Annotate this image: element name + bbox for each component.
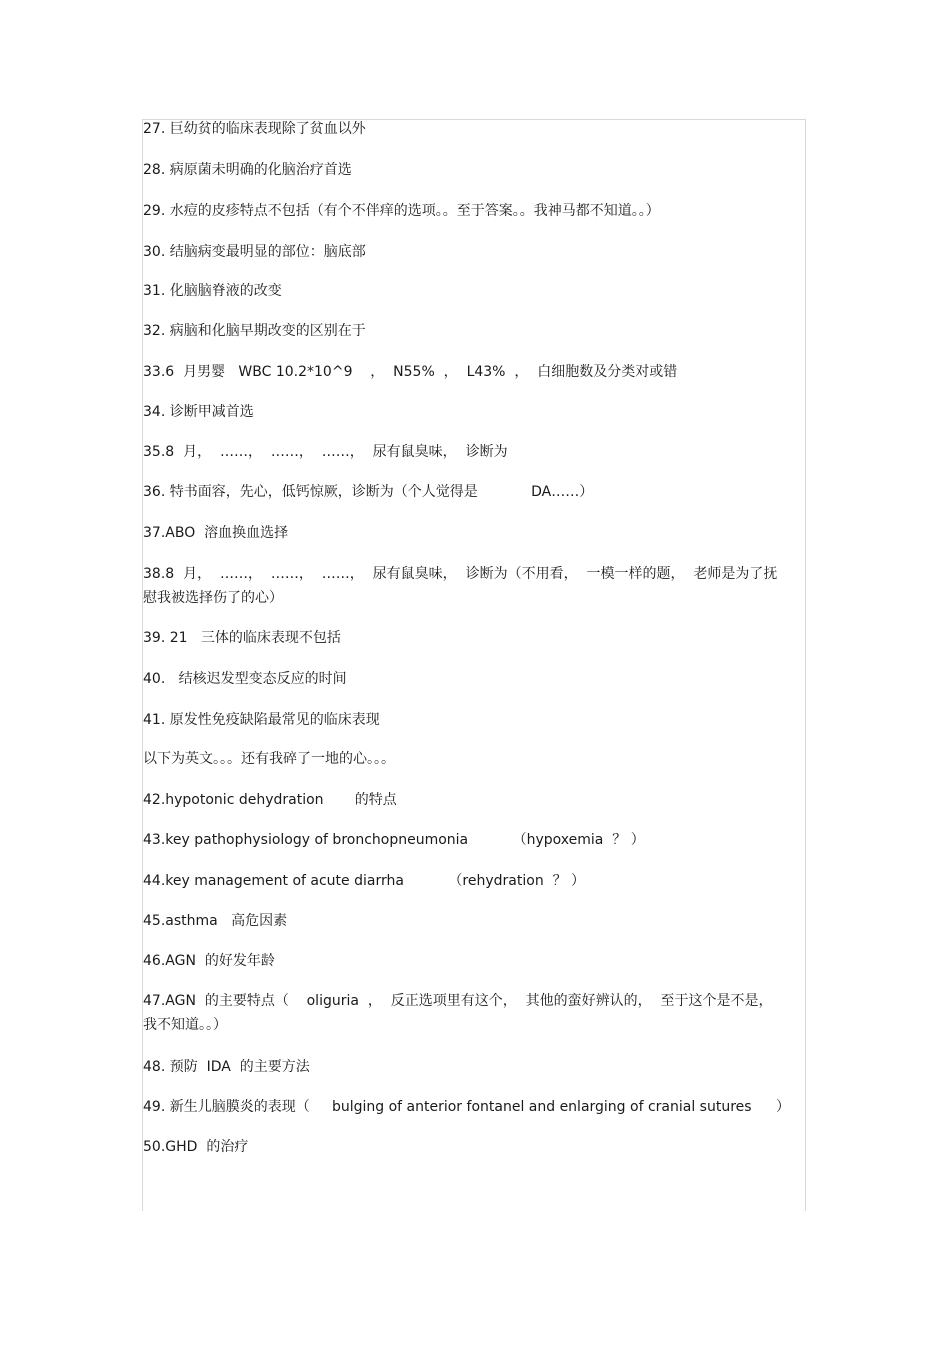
question-50: 50.GHD 的治疗	[143, 1139, 249, 1155]
question-34: 34. 诊断甲减首选	[143, 404, 254, 420]
question-47-line-1: 47.AGN 的主要特点（ oliguria ， 反正选项里有这个， 其他的蛮好辨认的， 至于这个是不是，	[143, 993, 773, 1009]
question-48: 48. 预防 IDA 的主要方法	[143, 1059, 310, 1075]
question-43: 43.key pathophysiology of bronchopneumonia （hypoxemia ？ ）	[143, 832, 645, 848]
question-33: 33.6 月男婴 WBC 10.2*10^9 ， N55% ， L43% ， 白细胞数及分类对或错	[143, 364, 678, 380]
question-44: 44.key management of acute diarrha （rehydration ？ ）	[143, 873, 586, 889]
question-35: 35.8 月， ……， ……， ……， 尿有鼠臭味， 诊断为	[143, 444, 508, 460]
question-37: 37.ABO 溶血换血选择	[143, 525, 289, 541]
question-49: 49. 新生儿脑膜炎的表现（ bulging of anterior fontanel and enlarging of cranial sutures	[143, 1099, 752, 1115]
question-41: 41. 原发性免疫缺陷最常见的临床表现	[143, 712, 380, 728]
question-47-line-2: 我不知道。。）	[143, 1017, 227, 1033]
question-28: 28. 病原菌未明确的化脑治疗首选	[143, 162, 352, 178]
question-39: 39. 21 三体的临床表现不包括	[143, 630, 341, 646]
question-32: 32. 病脑和化脑早期改变的区别在于	[143, 323, 366, 339]
question-46: 46.AGN 的好发年龄	[143, 953, 275, 969]
question-29: 29. 水痘的皮疹特点不包括（有个不伴痒的选项。。至于答案。。我神马都不知道。。）	[143, 203, 660, 219]
question-38-line-2: 慰我被选择伤了的心）	[143, 590, 283, 606]
question-45: 45.asthma 高危因素	[143, 913, 288, 929]
question-27: 27. 巨幼贫的临床表现除了贫血以外	[143, 121, 366, 137]
question-36: 36. 特书面容，先心，低钙惊厥，诊断为（个人觉得是 DA……）	[143, 484, 594, 500]
question-31: 31. 化脑脑脊液的改变	[143, 283, 282, 299]
section-note: 以下为英文。。。还有我碎了一地的心。。。	[143, 751, 395, 767]
question-38-line-1: 38.8 月， ……， ……， ……， 尿有鼠臭味， 诊断为（不用看， 一模一样的题， 老师是为了抚	[143, 566, 778, 582]
question-40: 40. 结核迟发型变态反应的时间	[143, 671, 347, 687]
question-49-closing-paren: ）	[776, 1099, 790, 1115]
question-30: 30. 结脑病变最明显的部位：脑底部	[143, 244, 366, 260]
question-42: 42.hypotonic dehydration 的特点	[143, 792, 397, 808]
